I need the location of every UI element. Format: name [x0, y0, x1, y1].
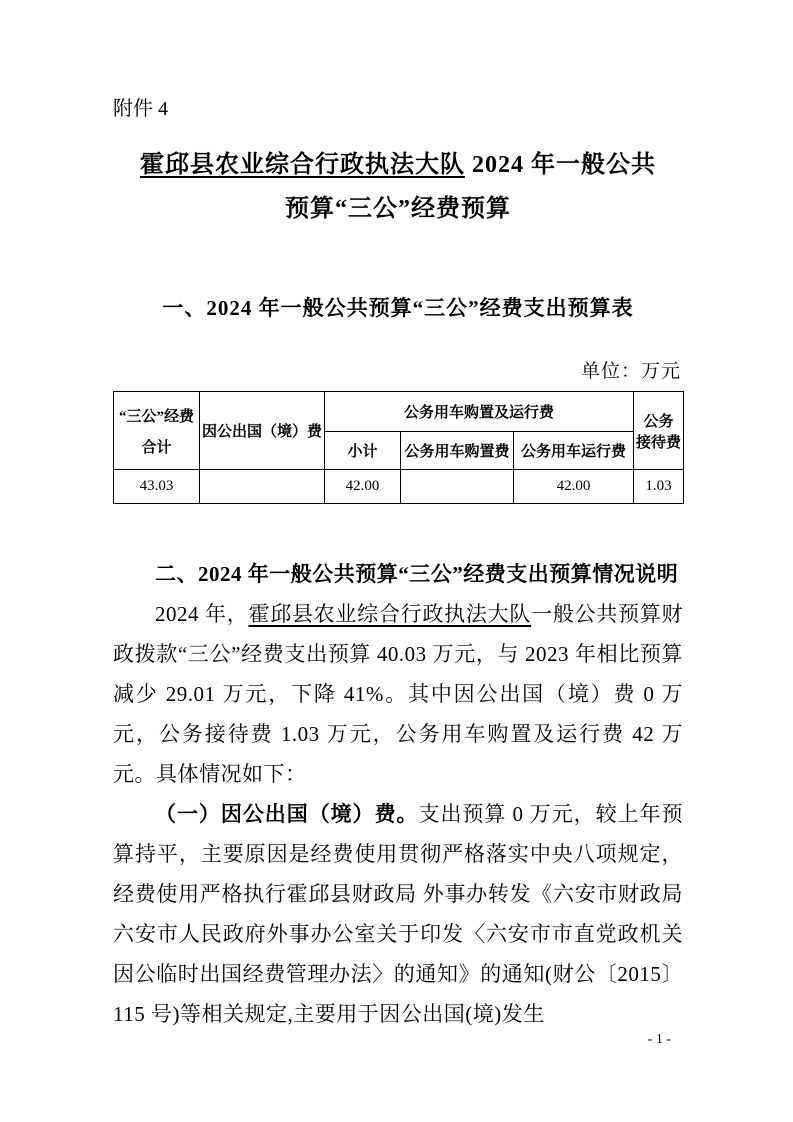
three-public-budget-table — [113, 391, 684, 504]
paragraph-overview-pre: 2024 年， — [155, 602, 249, 626]
section2-heading: 二、2024 年一般公共预算“三公”经费支出预算情况说明 — [155, 562, 679, 586]
header-reception-fee — [634, 392, 684, 470]
title-line-2: 预算“三公”经费预算 — [285, 196, 511, 222]
paragraph-overview-post: 一般公共预算财政拨款“三公”经费支出预算 40.03 万元，与 2023 年相比预算减少 29.01 万元，下降 41%。其中因公出国（境）费 0 万元，公务接待费 1.03 万元，公务用车购置及运行费 42 万元。具体情况如下： — [113, 602, 684, 786]
org-name-underlined: 霍邱县农业综合行政执法大队 — [248, 602, 532, 626]
paragraph-abroad-fee-rest: 支出预算 0 万元，较上年预算持平，主要原因是经费使用贯彻严格落实中央八项规定，经费使用严格执行霍邱县财政局 外事办转发《六安市财政局六安市人民政府外事办公室关于印发〈六安市市直党政机关因公临时出国经费管理办法〉的通知》的通知(财公〔2015〕115 号)等相关规定,主要用于因公出国(境)发生 — [113, 802, 683, 1026]
table-header-row-1 — [114, 392, 684, 432]
title-line-1 — [113, 143, 683, 187]
header-vehicle-operation: 公务用车运行费 — [514, 432, 634, 470]
paragraph-overview — [113, 594, 683, 794]
header-vehicle-subtotal: 小计 — [325, 432, 401, 470]
paragraph-abroad-fee-lead: （一）因公出国（境）费。 — [155, 802, 419, 826]
cell-vehicle-operation: 42.00 — [514, 470, 634, 504]
header-three-public-total-line1: “三公”经费 — [118, 408, 194, 425]
attachment-label: 附件 4 — [113, 98, 168, 120]
section1-heading: 一、2024 年一般公共预算“三公”经费支出预算表 — [162, 296, 634, 320]
unit-label: 单位：万元 — [580, 361, 681, 382]
cell-vehicle-purchase — [401, 470, 514, 504]
header-reception-fee-line1: 公务 — [643, 413, 674, 430]
header-abroad-fee: 因公出国（境）费 — [200, 392, 325, 470]
title-line-1-rest: 2024 年一般公共 — [465, 152, 656, 178]
page-number: - 1 - — [647, 1032, 671, 1047]
header-reception-fee-line2: 接待费 — [636, 434, 682, 451]
cell-vehicle-subtotal: 42.00 — [325, 470, 401, 504]
header-three-public-total-line2: 合计 — [141, 439, 172, 456]
header-three-public-total — [114, 392, 200, 470]
table-row — [114, 470, 684, 504]
cell-abroad-fee — [200, 470, 325, 504]
title-org-name: 霍邱县农业综合行政执法大队 — [140, 152, 465, 178]
cell-reception-fee: 1.03 — [634, 470, 684, 504]
cell-three-public-total: 43.03 — [114, 470, 200, 504]
document-title — [113, 143, 683, 231]
paragraph-abroad-fee — [113, 794, 683, 1034]
header-vehicle-group: 公务用车购置及运行费 — [325, 392, 634, 432]
header-vehicle-purchase: 公务用车购置费 — [401, 432, 514, 470]
